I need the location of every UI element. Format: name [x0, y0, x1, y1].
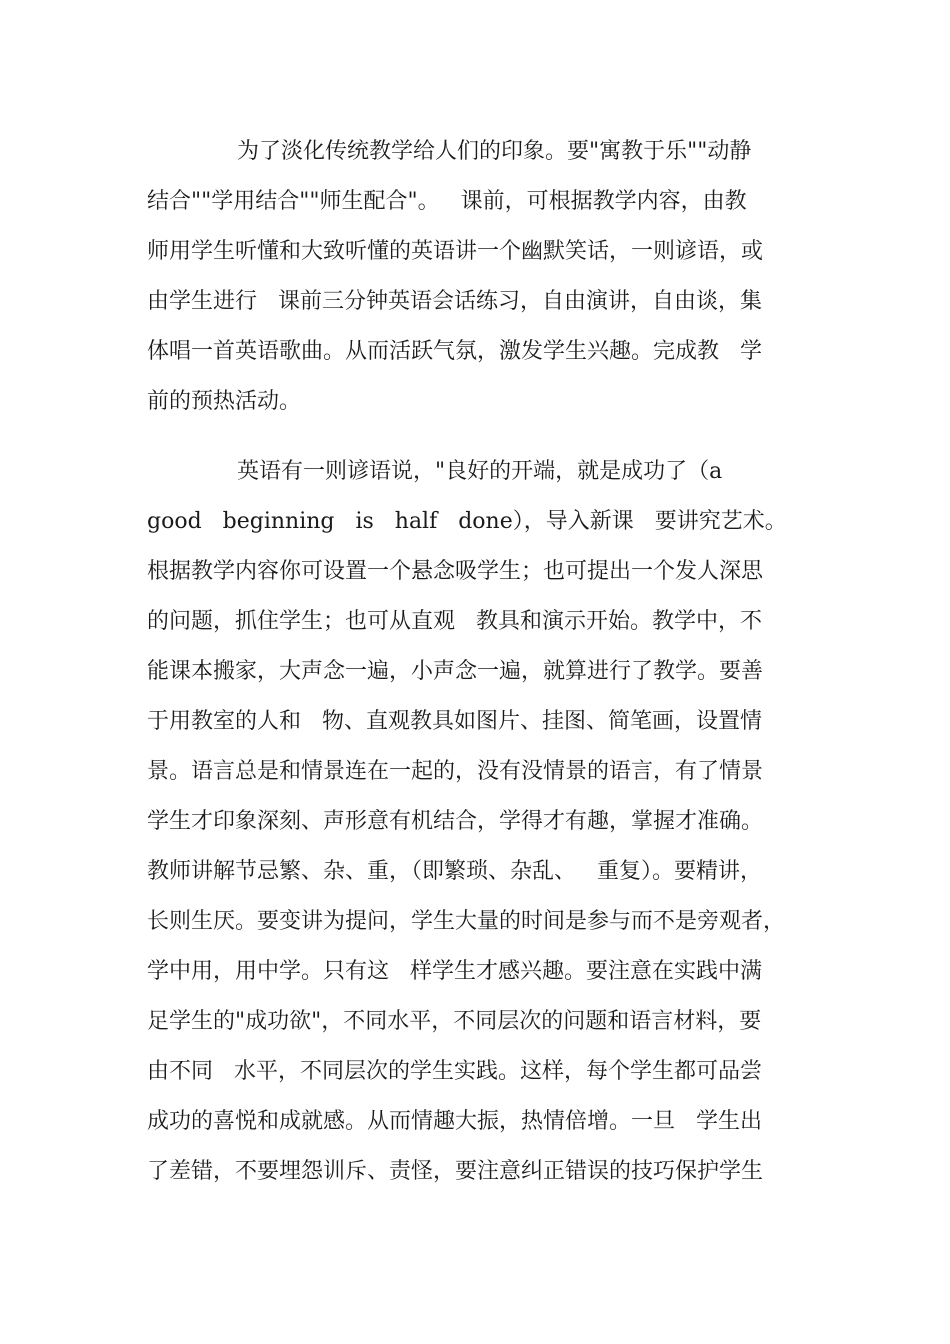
- paragraph-2-line-2: good beginning is half done），导入新课 要讲究艺术。: [147, 509, 787, 534]
- paragraph-2-line-13: 由不同 水平，不同层次的学生实践。这样，每个学生都可品尝: [147, 1059, 762, 1084]
- paragraph-1-line-1: 为了淡化传统教学给人们的印象。要"寓教于乐""动静: [237, 139, 752, 164]
- paragraph-2-line-5: 能课本搬家，大声念一遍，小声念一遍，就算进行了教学。要善: [147, 659, 764, 684]
- paragraph-2-line-8: 学生才印象深刻、声形意有机结合，学得才有趣，掌握才准确。: [147, 809, 764, 834]
- paragraph-1-line-3: 师用学生听懂和大致听懂的英语讲一个幽默笑话，一则谚语，或: [147, 239, 764, 264]
- paragraph-2-line-15: 了差错，不要埋怨训斥、责怪，要注意纠正错误的技巧保护学生: [147, 1159, 764, 1184]
- paragraph-2-line-14: 成功的喜悦和成就感。从而情趣大振，热情倍增。一旦 学生出: [147, 1109, 762, 1134]
- paragraph-1-line-4: 由学生进行 课前三分钟英语会话练习，自由演讲，自由谈，集: [147, 289, 762, 314]
- paragraph-2-line-7: 景。语言总是和情景连在一起的，没有没情景的语言，有了情景: [147, 759, 764, 784]
- paragraph-1-line-2: 结合""学用结合""师生配合"。 课前，可根据教学内容，由教: [147, 189, 747, 214]
- paragraph-2-line-9: 教师讲解节忌繁、杂、重，（即繁琐、杂乱、 重复）。要精讲，: [147, 859, 762, 884]
- paragraph-2-line-10: 长则生厌。要变讲为提问，学生大量的时间是参与而不是旁观者，: [147, 909, 786, 934]
- paragraph-2-line-6: 于用教室的人和 物、直观教具如图片、挂图、简笔画，设置情: [147, 709, 762, 734]
- paragraph-1-line-5: 体唱一首英语歌曲。从而活跃气氛，激发学生兴趣。完成教 学: [147, 339, 762, 364]
- paragraph-2-line-4: 的问题，抓住学生；也可从直观 教具和演示开始。教学中，不: [147, 609, 762, 634]
- paragraph-2-line-3: 根据教学内容你可设置一个悬念吸学生；也可提出一个发人深思: [147, 559, 764, 584]
- paragraph-2-line-12: 足学生的"成功欲"，不同水平，不同层次的问题和语言材料，要: [147, 1009, 762, 1034]
- paragraph-2-line-11: 学中用，用中学。只有这 样学生才感兴趣。要注意在实践中满: [147, 959, 762, 984]
- paragraph-1-line-6: 前的预热活动。: [147, 389, 302, 414]
- paragraph-2-line-1: 英语有一则谚语说，"良好的开端，就是成功了（a: [237, 459, 723, 484]
